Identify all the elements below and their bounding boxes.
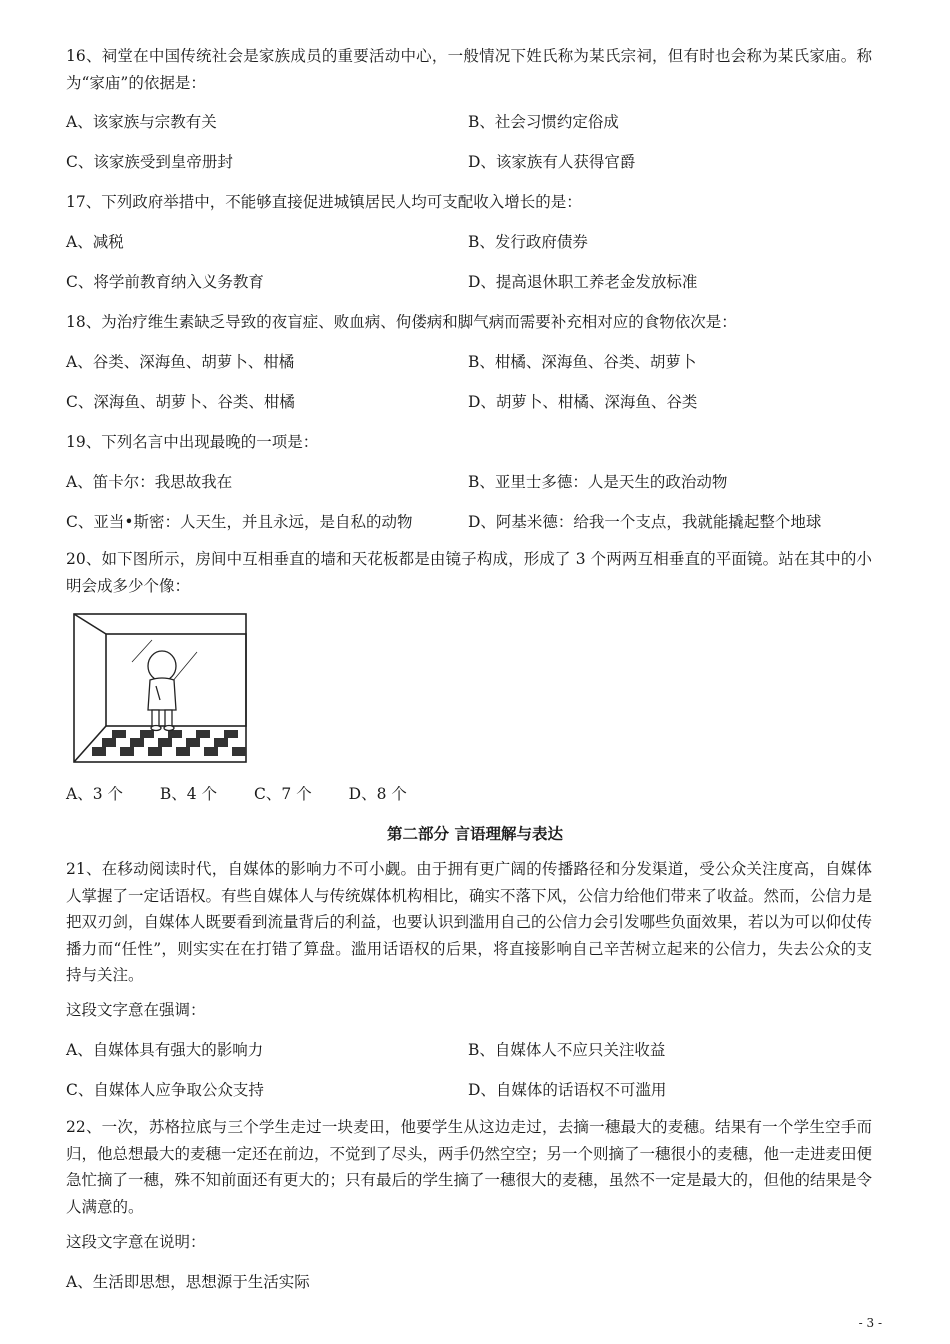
q18-option-c: C、深海鱼、胡萝卜、谷类、柑橘: [66, 393, 295, 411]
q16-option-b: B、社会习惯约定俗成: [468, 113, 619, 131]
checkered-floor: [92, 730, 246, 756]
q22-prompt: 这段文字意在说明：: [66, 1233, 206, 1251]
page-number: - 3 -: [858, 1316, 882, 1330]
q17-option-c: C、将学前教育纳入义务教育: [66, 273, 264, 291]
q16-option-c: C、该家族受到皇帝册封: [66, 153, 233, 171]
q19-option-c: C、亚当•斯密：人天生，并且永远，是自私的动物: [66, 513, 413, 531]
q19-stem: 19、下列名言中出现最晚的一项是：: [66, 433, 319, 451]
q16-stem: 16、祠堂在中国传统社会是家族成员的重要活动中心，一般情况下姓氏称为某氏宗祠，但有时也会称为某氏家庙。称为“家庙”的依据是：: [66, 47, 872, 92]
q18-stem: 18、为治疗维生素缺乏导致的夜盲症、败血病、佝偻病和脚气病而需要补充相对应的食物依次是：: [66, 313, 737, 331]
q19-option-a: A、笛卡尔：我思故我在: [66, 473, 233, 491]
q17-option-b: B、发行政府债券: [468, 233, 588, 251]
q18-option-d: D、胡萝卜、柑橘、深海鱼、谷类: [468, 393, 698, 411]
q17-stem: 17、下列政府举措中，不能够直接促进城镇居民人均可支配收入增长的是：: [66, 193, 582, 211]
q22-option-a: A、生活即思想，思想源于生活实际: [66, 1273, 310, 1291]
q21-option-c: C、自媒体人应争取公众支持: [66, 1081, 264, 1099]
q21-option-a: A、自媒体具有强大的影响力: [66, 1041, 264, 1059]
q19-option-b: B、亚里士多德：人是天生的政治动物: [468, 473, 728, 491]
q16-option-a: A、该家族与宗教有关: [66, 113, 217, 131]
q19-option-d: D、阿基米德：给我一个支点，我就能撬起整个地球: [468, 513, 822, 531]
q18-option-b: B、柑橘、深海鱼、谷类、胡萝卜: [468, 353, 697, 371]
q20-option-d: D、8 个: [348, 785, 407, 803]
q20-option-a: A、3 个: [66, 785, 123, 803]
mirror-room-figure: [72, 612, 248, 764]
q20-stem: 20、如下图所示，房间中互相垂直的墙和天花板都是由镜子构成，形成了 3 个两两互相垂直的平面镜。站在其中的小明会成多少个像：: [66, 550, 872, 595]
q20-options: [66, 782, 439, 804]
q17-option-d: D、提高退休职工养老金发放标准: [468, 273, 698, 291]
section-title: 第二部分 言语理解与表达: [387, 824, 563, 843]
q21-option-b: B、自媒体人不应只关注收益: [468, 1041, 666, 1059]
q21-prompt: 这段文字意在强调：: [66, 1001, 206, 1019]
q20-option-c: C、7 个: [254, 785, 312, 803]
q17-option-a: A、减税: [66, 233, 124, 251]
q22-passage: 22、一次，苏格拉底与三个学生走过一块麦田，他要学生从这边走过，去摘一穗最大的麦穗。结果有一个学生空手而归，他总想最大的麦穗一定还在前边，不觉到了尽头，两手仍然空空；另一个则摘了一穗很小的麦穗，他一走进麦田便急忙摘了一穗，殊不知前面还有更大的；只有最后的学生摘了一穗很大的麦穗，虽然不一定是最大的，但他的结果是令人满意的。: [66, 1118, 873, 1216]
q20-option-b: B、4 个: [159, 785, 218, 803]
q16-option-d: D、该家族有人获得官爵: [468, 153, 636, 171]
q21-option-d: D、自媒体的话语权不可滥用: [468, 1081, 667, 1099]
room-back-wall: [106, 634, 246, 726]
q21-passage: 21、在移动阅读时代，自媒体的影响力不可小觑。由于拥有更广阔的传播路径和分发渠道，受公众关注度高，自媒体人掌握了一定话语权。有些自媒体人与传统媒体机构相比，确实不落下风，公信力给他们带来了收益。然而，公信力是把双刃剑，自媒体人既要看到流量背后的利益，也要认识到滥用自己的公信力会引发哪些负面效果，若以为可以仰仗传播力而“任性”，则实实在在打错了算盘。滥用话语权的后果，将直接影响自己辛苦树立起来的公信力，失去公众的支持与关注。: [66, 860, 873, 984]
child-figure: [148, 651, 176, 731]
q18-option-a: A、谷类、深海鱼、胡萝卜、柑橘: [66, 353, 295, 371]
